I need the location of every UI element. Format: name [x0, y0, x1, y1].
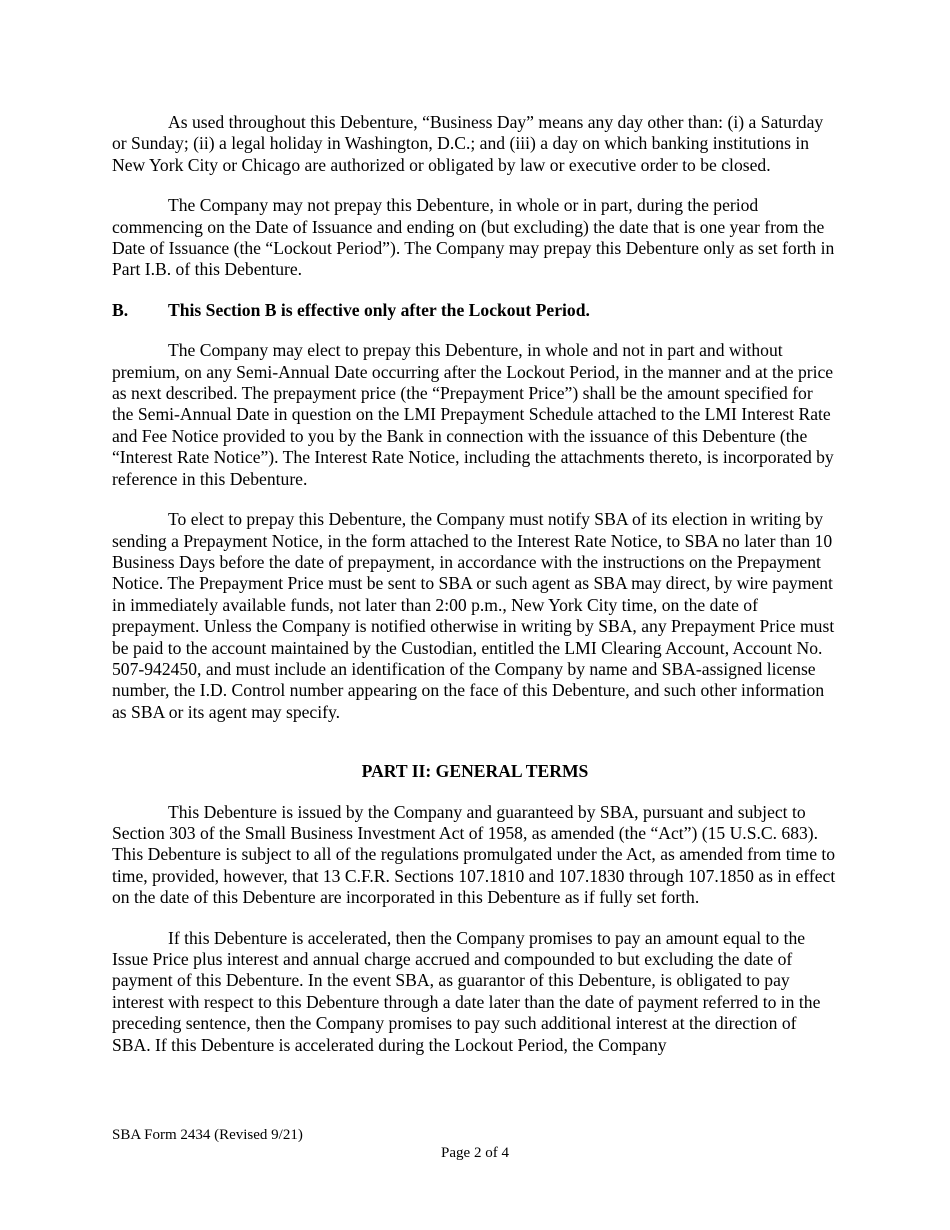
paragraph-issuance: This Debenture is issued by the Company and guaranteed by SBA, pursuant and subject to Section 303 of the Small Business Investment Act of 1958, as amended (the “Act”) (15 U.S.C. 683). This Debenture is subject to all of the regulations promulgated under the Act, as amended from time to time, provided, however, that 13 C.F.R. Sections 107.1810 and 107.1830 through 107.1850 as in effect on the date of this Debenture are incorporated in this Debenture as if fully set forth.: [112, 801, 836, 908]
section-b-heading: [112, 300, 838, 321]
footer-form-id: SBA Form 2434 (Revised 9/21): [112, 1127, 303, 1143]
document-body: [112, 112, 838, 1075]
footer-page-number: Page 2 of 4: [441, 1145, 509, 1161]
paragraph-prepayment-price: The Company may elect to prepay this Debenture, in whole and not in part and without premium, on any Semi-Annual Date occurring after the Lockout Period, in the manner and at the price as next described. The prepayment price (the “Prepayment Price”) shall be the amount specified for the Semi-Annual Date in question on the LMI Prepayment Schedule attached to the LMI Interest Rate and Fee Notice provided to you by the Bank in connection with the issuance of this Debenture (the “Interest Rate Notice”). The Interest Rate Notice, including the attachments thereto, is incorporated by reference in this Debenture.: [112, 340, 834, 489]
section-b-title: This Section B is effective only after the Lockout Period.: [168, 299, 590, 320]
part-ii-heading: PART II: GENERAL TERMS: [361, 761, 589, 782]
paragraph-lockout-period: The Company may not prepay this Debenture, in whole or in part, during the period commencing on the Date of Issuance and ending on (but excluding) the date that is one year from the Date of Issuance (the “Lockout Period”). The Company may prepay this Debenture only as set forth in Part I.B. of this Debenture.: [112, 195, 835, 280]
paragraph-prepayment-notice: To elect to prepay this Debenture, the Company must notify SBA of its election in writing by sending a Prepayment Notice, in the form attached to the Interest Rate Notice, to SBA no later than 10 Business Days before the date of prepayment, in accordance with the instructions on the Prepayment Notice. The Prepayment Price must be sent to SBA or such agent as SBA may direct, by wire payment in immediately available funds, not later than 2:00 p.m., New York City time, on the date of prepayment. Unless the Company is notified otherwise in writing by SBA, any Prepayment Price must be paid to the account maintained by the Custodian, entitled the LMI Clearing Account, Account No. 507-942450, and must include an identification of the Company by name and SBA-assigned license number, the I.D. Control number appearing on the face of this Debenture, and such other information as SBA or its agent may specify.: [112, 509, 835, 722]
paragraph-business-day: As used throughout this Debenture, “Business Day” means any day other than: (i) a Saturday or Sunday; (ii) a legal holiday in Washington, D.C.; and (iii) a day on which banking institutions in New York City or Chicago are authorized or obligated by law or executive order to be closed.: [112, 112, 824, 175]
section-b-letter: B.: [112, 299, 129, 320]
paragraph-acceleration: If this Debenture is accelerated, then the Company promises to pay an amount equal to the Issue Price plus interest and annual charge accrued and compounded to but excluding the date of payment of this Debenture. In the event SBA, as guarantor of this Debenture, is obligated to pay interest with respect to this Debenture through a date later than the date of payment referred to in the preceding sentence, then the Company promises to pay such additional interest at the direction of SBA. If this Debenture is accelerated during the Lockout Period, the Company: [112, 927, 821, 1055]
